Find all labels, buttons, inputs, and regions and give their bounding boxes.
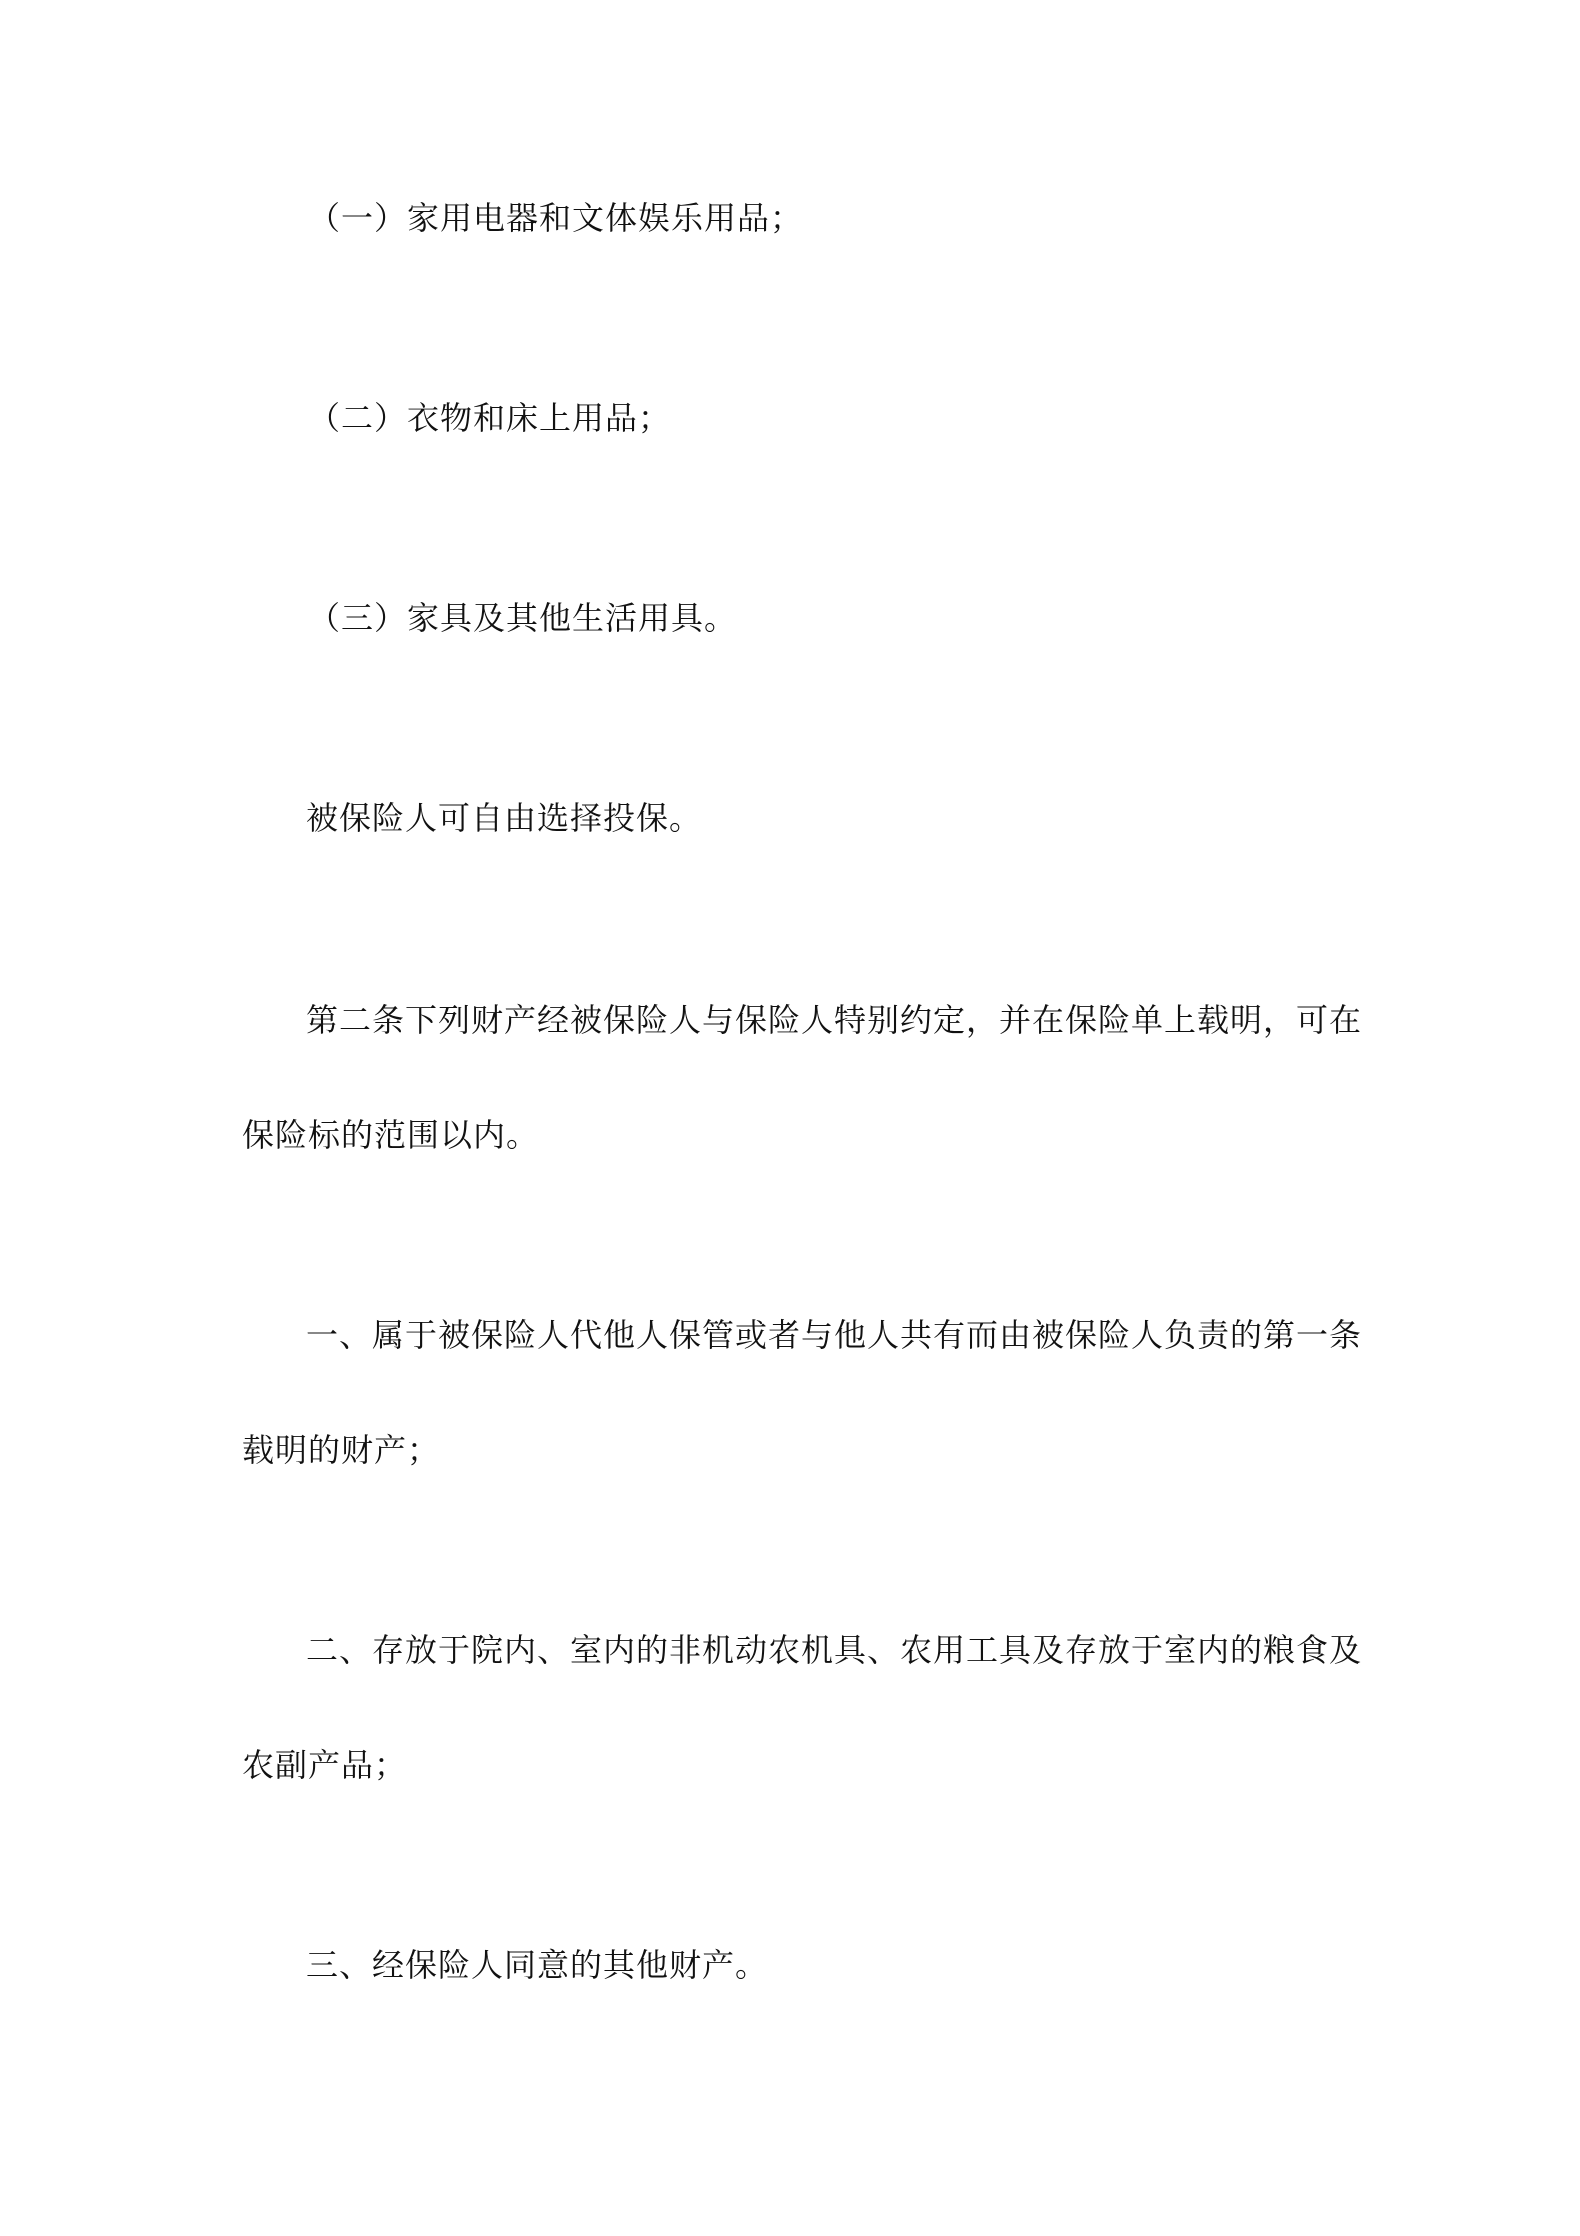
paragraph-article-two-line-2: 保险标的范围以内。 — [242, 1116, 540, 1154]
paragraph-item-two-line-2: 农副产品； — [242, 1746, 408, 1784]
list-item-furniture: （三）家具及其他生活用具。 — [308, 599, 738, 637]
paragraph-free-choice: 被保险人可自由选择投保。 — [306, 799, 703, 837]
paragraph-item-one-line-2: 载明的财产； — [242, 1431, 441, 1469]
list-item-household-appliances: （一）家用电器和文体娱乐用品； — [308, 199, 804, 237]
paragraph-item-two-line-1: 二、存放于院内、室内的非机动农机具、农用工具及存放于室内的粮食及 — [306, 1631, 1363, 1669]
paragraph-item-three: 三、经保险人同意的其他财产。 — [306, 1946, 769, 1984]
paragraph-item-one-line-1: 一、属于被保险人代他人保管或者与他人共有而由被保险人负责的第一条 — [306, 1316, 1363, 1354]
paragraph-article-two-line-1: 第二条下列财产经被保险人与保险人特别约定，并在保险单上载明，可在 — [306, 1001, 1363, 1039]
list-item-clothing-bedding: （二）衣物和床上用品； — [308, 399, 672, 437]
